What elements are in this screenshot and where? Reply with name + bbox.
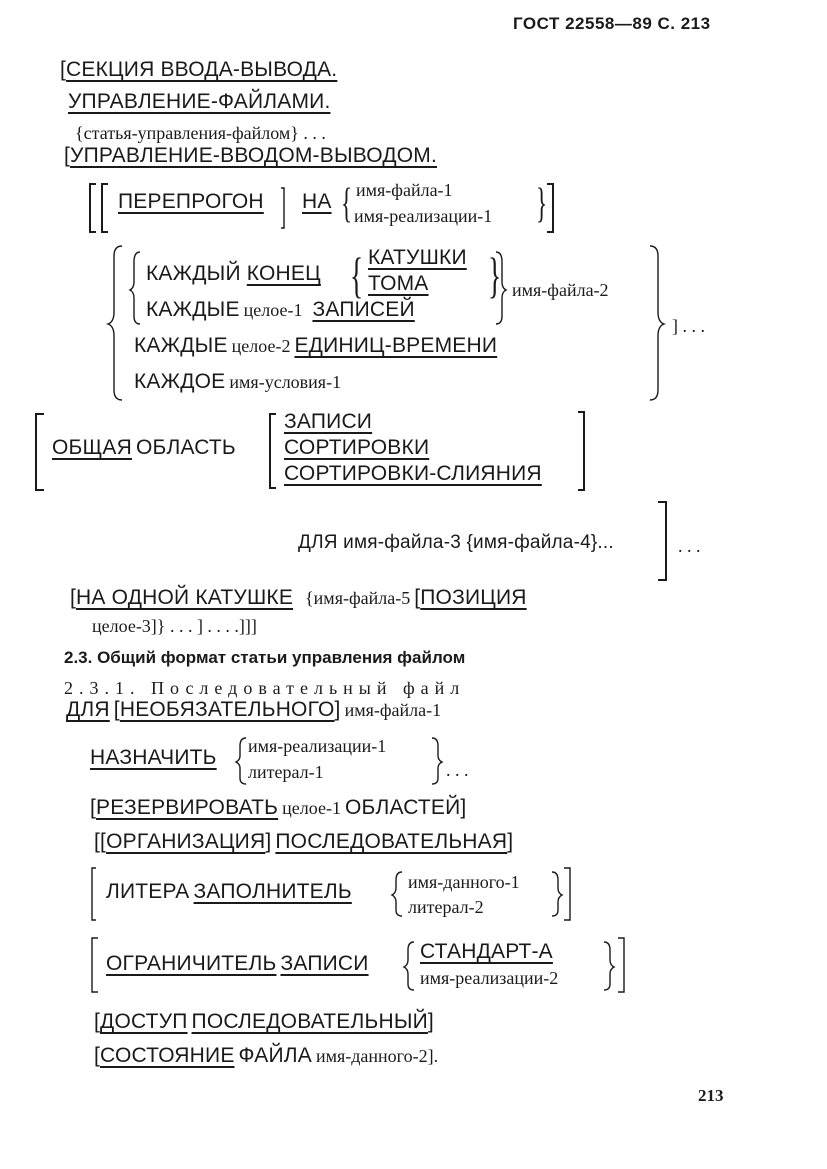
multiple-file-line2: целое-3]} . . . ] . . . .]]] (92, 616, 257, 636)
standard-keyword: СТАНДАРТ-А (420, 940, 553, 963)
rerun-ellipsis: ] . . . (672, 316, 705, 336)
multiple-position-keyword: ПОЗИЦИЯ (420, 586, 527, 609)
section-2-3-title: 2.3. Общий формат статьи управления файлом (64, 648, 466, 667)
delimiter-line (106, 952, 369, 976)
multiple-file5: {имя-файла-5 (305, 588, 411, 608)
same-keyword: ОБЩАЯ (52, 436, 132, 459)
access-line: [ДОСТУП ПОСЛЕДОВАТЕЛЬНЫЙ] (94, 1010, 434, 1033)
io-control-line: [УПРАВЛЕНИЕ-ВВОДОМ-ВЫВОДОМ. (64, 144, 438, 167)
reserve-line: [РЕЗЕРВИРОВАТЬ целое-1 ОБЛАСТЕЙ] (90, 796, 467, 819)
padding-literal2: литерал-2 (408, 897, 484, 917)
assign-literal1: литерал-1 (248, 762, 324, 782)
select-for-keyword: ДЛЯ (66, 698, 110, 721)
rerun-every3: КАЖДЫЕ (134, 334, 228, 357)
file-control-entry: {статья-управления-файлом} . . . (75, 123, 326, 143)
rerun-reel-keyword: КАТУШКИ (368, 246, 467, 269)
same-for-clause: ДЛЯ имя-файла-3 {имя-файла-4}... (298, 532, 614, 553)
same-ellipsis: . . . (678, 536, 701, 556)
reserve-areas: ОБЛАСТЕЙ] (344, 796, 467, 819)
multiple-file-keyword: НА ОДНОЙ КАТУШКЕ (76, 586, 294, 609)
delimiter-record-keyword: ЗАПИСИ (280, 952, 369, 975)
rerun-int1: целое-1 (243, 300, 303, 320)
reserve-int1: целое-1 (282, 798, 341, 818)
file-control-keyword: УПРАВЛЕНИЕ-ФАЙЛАМИ. (68, 90, 331, 113)
optional-keyword: НЕОБЯЗАТЕЛЬНОГО (119, 698, 335, 721)
select-file1: имя-файла-1 (344, 700, 442, 720)
assign-ellipsis: . . . (446, 760, 469, 780)
rerun-cond1: имя-условия-1 (229, 372, 342, 392)
rerun-brace-close: } (536, 181, 548, 227)
rerun-on-keyword: НА (302, 190, 332, 213)
rerun-impl1: имя-реализации-1 (354, 206, 493, 226)
sequential-keyword: ПОСЛЕДОВАТЕЛЬНАЯ (275, 830, 508, 853)
status-line: [СОСТОЯНИЕ ФАЙЛА имя-данного-2]. (94, 1044, 439, 1067)
page-number: 213 (698, 1086, 724, 1105)
io-section-keyword: СЕКЦИЯ ВВОДА-ВЫВОДА. (66, 58, 338, 81)
padding-keyword: ЗАПОЛНИТЕЛЬ (193, 880, 352, 903)
padding-char-keyword: ЛИТЕРА (106, 880, 190, 903)
rerun-int2: целое-2 (231, 336, 291, 356)
assign-impl1: имя-реализации-1 (248, 736, 387, 756)
delimiter-impl2: имя-реализации-2 (420, 968, 559, 988)
io-control-keyword: УПРАВЛЕНИЕ-ВВОДОМ-ВЫВОДОМ. (70, 144, 438, 167)
rerun-every1: КАЖДЫЙ (146, 262, 241, 285)
running-header: ГОСТ 22558—89 С. 213 (513, 14, 711, 33)
rerun-every2: КАЖДЫЕ (146, 298, 240, 321)
rerun-clock-units-keyword: ЕДИНИЦ-ВРЕМЕНИ (294, 334, 498, 357)
rerun-file1: имя-файла-1 (356, 180, 453, 200)
rerun-every4: КАЖДОЕ (134, 370, 226, 393)
same-sort-keyword: СОРТИРОВКИ (284, 436, 430, 459)
organization-line: [[ОРГАНИЗАЦИЯ] ПОСЛЕДОВАТЕЛЬНАЯ] (94, 830, 514, 853)
same-sort-merge-keyword: СОРТИРОВКИ-СЛИЯНИЯ (284, 462, 542, 485)
padding-line (106, 880, 352, 904)
area-keyword: ОБЛАСТЬ (135, 436, 236, 459)
multiple-file-line1: [НА ОДНОЙ КАТУШКЕ {имя-файла-5 [ПОЗИЦИЯ (70, 586, 527, 609)
reserve-keyword: РЕЗЕРВИРОВАТЬ (96, 796, 279, 819)
rerun-keyword: ПЕРЕПРОГОН (118, 190, 264, 213)
rerun-records-keyword: ЗАПИСЕЙ (312, 298, 415, 321)
rerun-brace-open: { (341, 181, 353, 227)
organization-keyword: ОРГАНИЗАЦИЯ (106, 830, 266, 853)
same-record-keyword: ЗАПИСИ (284, 410, 373, 433)
access-sequential-keyword: ПОСЛЕДОВАТЕЛЬНЫЙ (191, 1010, 428, 1033)
rerun-end-keyword: КОНЕЦ (246, 262, 321, 285)
status-keyword: СОСТОЯНИЕ (100, 1044, 235, 1067)
status-file-keyword: ФАЙЛА (238, 1044, 312, 1067)
status-data2: имя-данного-2]. (315, 1046, 439, 1066)
padding-data1: имя-данного-1 (408, 872, 520, 892)
rerun-unit-keyword: ТОМА (368, 272, 429, 295)
select-line: ДЛЯ [НЕОБЯЗАТЕЛЬНОГО] имя-файла-1 (66, 698, 442, 721)
assign-keyword: НАЗНАЧИТЬ (90, 746, 217, 769)
rerun-file2: имя-файла-2 (512, 280, 609, 300)
reel-unit-brace-close: } (488, 247, 502, 303)
reel-unit-brace-open: { (350, 247, 364, 303)
section-2-3-1-title: 2.3.1. Последовательный файл (64, 678, 466, 698)
io-section-line: [СЕКЦИЯ ВВОДА-ВЫВОДА. (60, 58, 338, 81)
access-keyword: ДОСТУП (100, 1010, 188, 1033)
delimiter-keyword: ОГРАНИЧИТЕЛЬ (106, 952, 277, 975)
